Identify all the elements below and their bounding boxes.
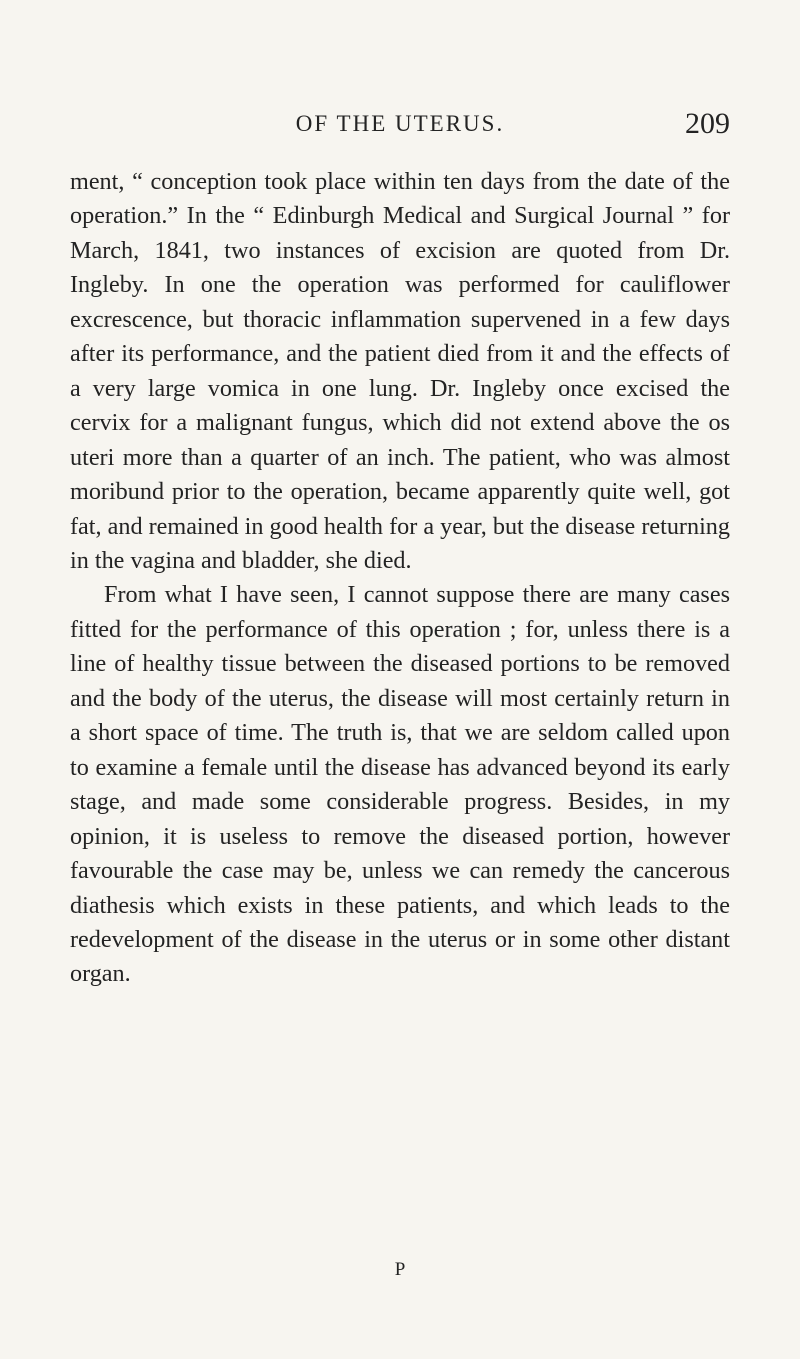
paragraph-continued: ment, “ conception took place within ten days from the date of the operation.” In the “ Edinburgh Medical and Surgical Journal ” for March, 1841, two instances of excision are quoted from Dr. Ingleby. In one the operation was performed for cauliflower excrescence, but thoracic inflammation supervened in a few days after its performance, and the patient died from it and the effects of a very large vomica in one lung. Dr. Ingleby once excised the cervix for a malignant fungus, which did not extend above the os uteri more than a quarter of an inch. The patient, who was almost moribund prior to the operation, became apparently quite well, got fat, and remained in good health for a year, but the disease returning in the vagina and bladder, she died.	[70, 168, 730, 574]
page-number: 209	[685, 107, 730, 140]
body-text	[70, 165, 730, 992]
running-head	[70, 104, 730, 144]
running-title: OF THE UTERUS.	[295, 111, 505, 136]
paragraph: From what I have seen, I cannot suppose there are many cases fitted for the performance of this operation ; for, unless there is a line of healthy tissue between the diseased portions to be removed and the body of the uterus, the disease will most certainly return in a short space of time. The truth is, that we are seldom called upon to examine a female until the disease has advanced beyond its early stage, and made some considerable progress. Besides, in my opinion, it is useless to remove the diseased portion, however favourable the case may be, unless we can remedy the cancerous diathesis which exists in these patients, and which leads to the redevelopment of the disease in the uterus or in some other distant organ.	[70, 581, 730, 988]
signature-mark: P	[394, 1259, 406, 1280]
